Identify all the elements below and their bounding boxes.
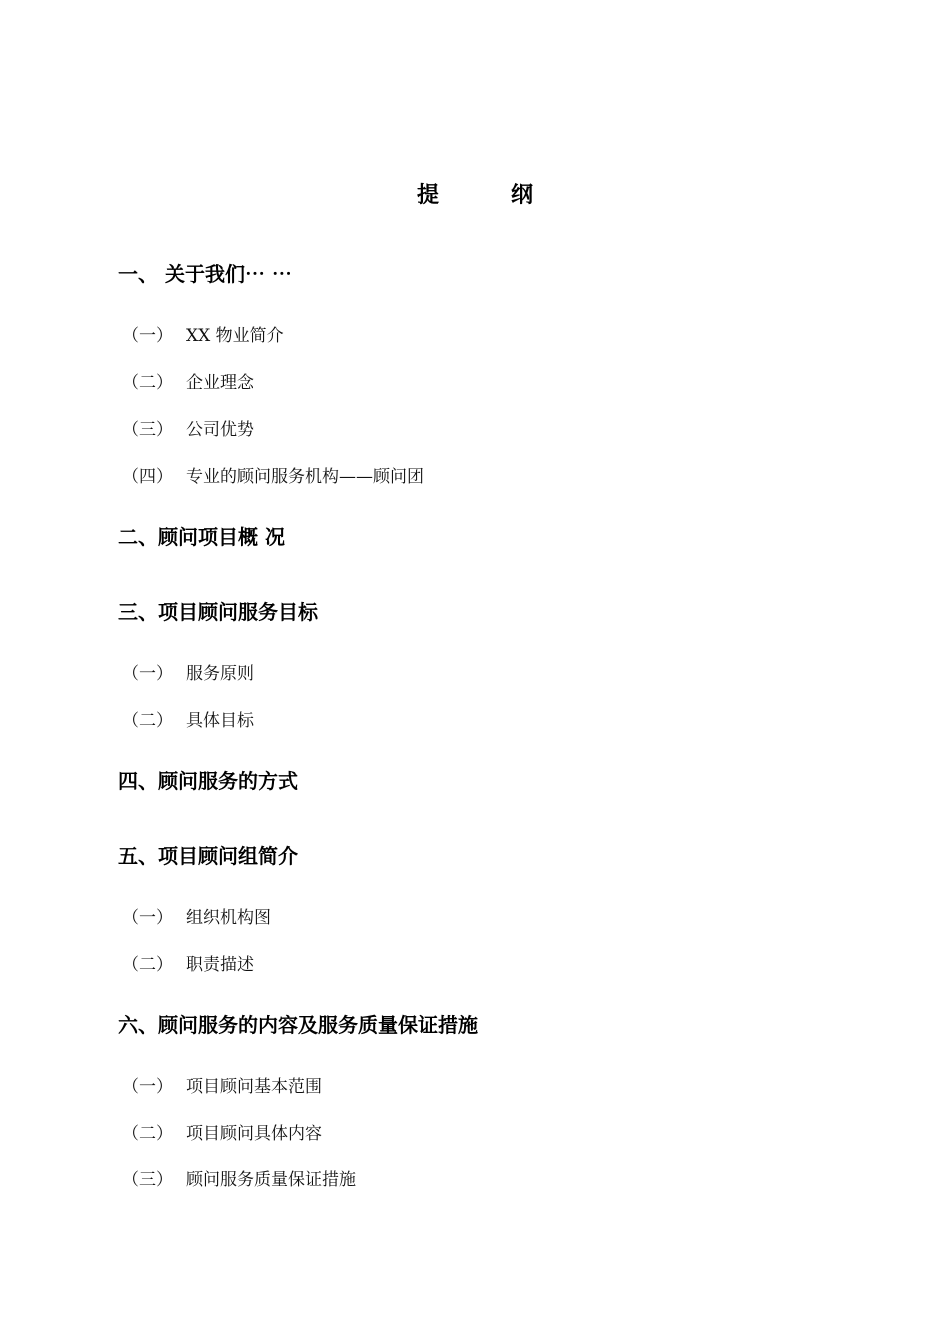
item-text: 服务原则 [186, 664, 254, 684]
item-text: 企业理念 [186, 373, 254, 393]
item-text: 专业的顾问服务机构——顾问团 [186, 467, 424, 487]
item-text: 具体目标 [186, 711, 254, 731]
item-number: （二） [122, 955, 173, 975]
section-heading-1: 一、 关于我们⋯ ⋯ [118, 262, 292, 286]
page-title-char-1: 提 [416, 182, 439, 208]
outline-item [118, 321, 284, 346]
section-heading-5: 五、项目顾问组简介 [118, 844, 298, 868]
item-number: （一） [122, 908, 173, 928]
outline-item [118, 415, 254, 440]
outline-item [118, 1072, 322, 1097]
outline-item [118, 462, 424, 487]
section-heading-6: 六、顾问服务的内容及服务质量保证措施 [118, 1013, 478, 1037]
section-heading-4: 四、顾问服务的方式 [118, 769, 298, 793]
item-text: 职责描述 [186, 955, 254, 975]
item-number: （二） [122, 711, 173, 731]
item-number: （三） [122, 420, 173, 440]
outline-item [118, 706, 254, 731]
outline-item [118, 950, 254, 975]
outline-item [118, 1119, 322, 1144]
item-text: 组织机构图 [186, 908, 271, 928]
item-number: （一） [122, 1077, 173, 1097]
section-heading-2: 二、顾问项目概 况 [118, 525, 285, 549]
outline-item [118, 1165, 356, 1190]
item-number: （二） [122, 373, 173, 393]
item-number: （二） [122, 1124, 173, 1144]
section-heading-3: 三、项目顾问服务目标 [118, 600, 318, 624]
item-number: （四） [122, 467, 173, 487]
item-number: （三） [122, 1170, 173, 1190]
item-number: （一） [122, 664, 173, 684]
page-title-char-2: 纲 [511, 182, 534, 208]
outline-item [118, 368, 254, 393]
item-text: 公司优势 [186, 420, 254, 440]
item-text: XX 物业简介 [186, 326, 284, 346]
item-text: 顾问服务质量保证措施 [186, 1170, 356, 1190]
outline-item [118, 903, 271, 928]
item-text: 项目顾问具体内容 [186, 1124, 322, 1144]
item-text: 项目顾问基本范围 [186, 1077, 322, 1097]
item-number: （一） [122, 326, 173, 346]
outline-item [118, 659, 254, 684]
page-title [0, 178, 950, 209]
